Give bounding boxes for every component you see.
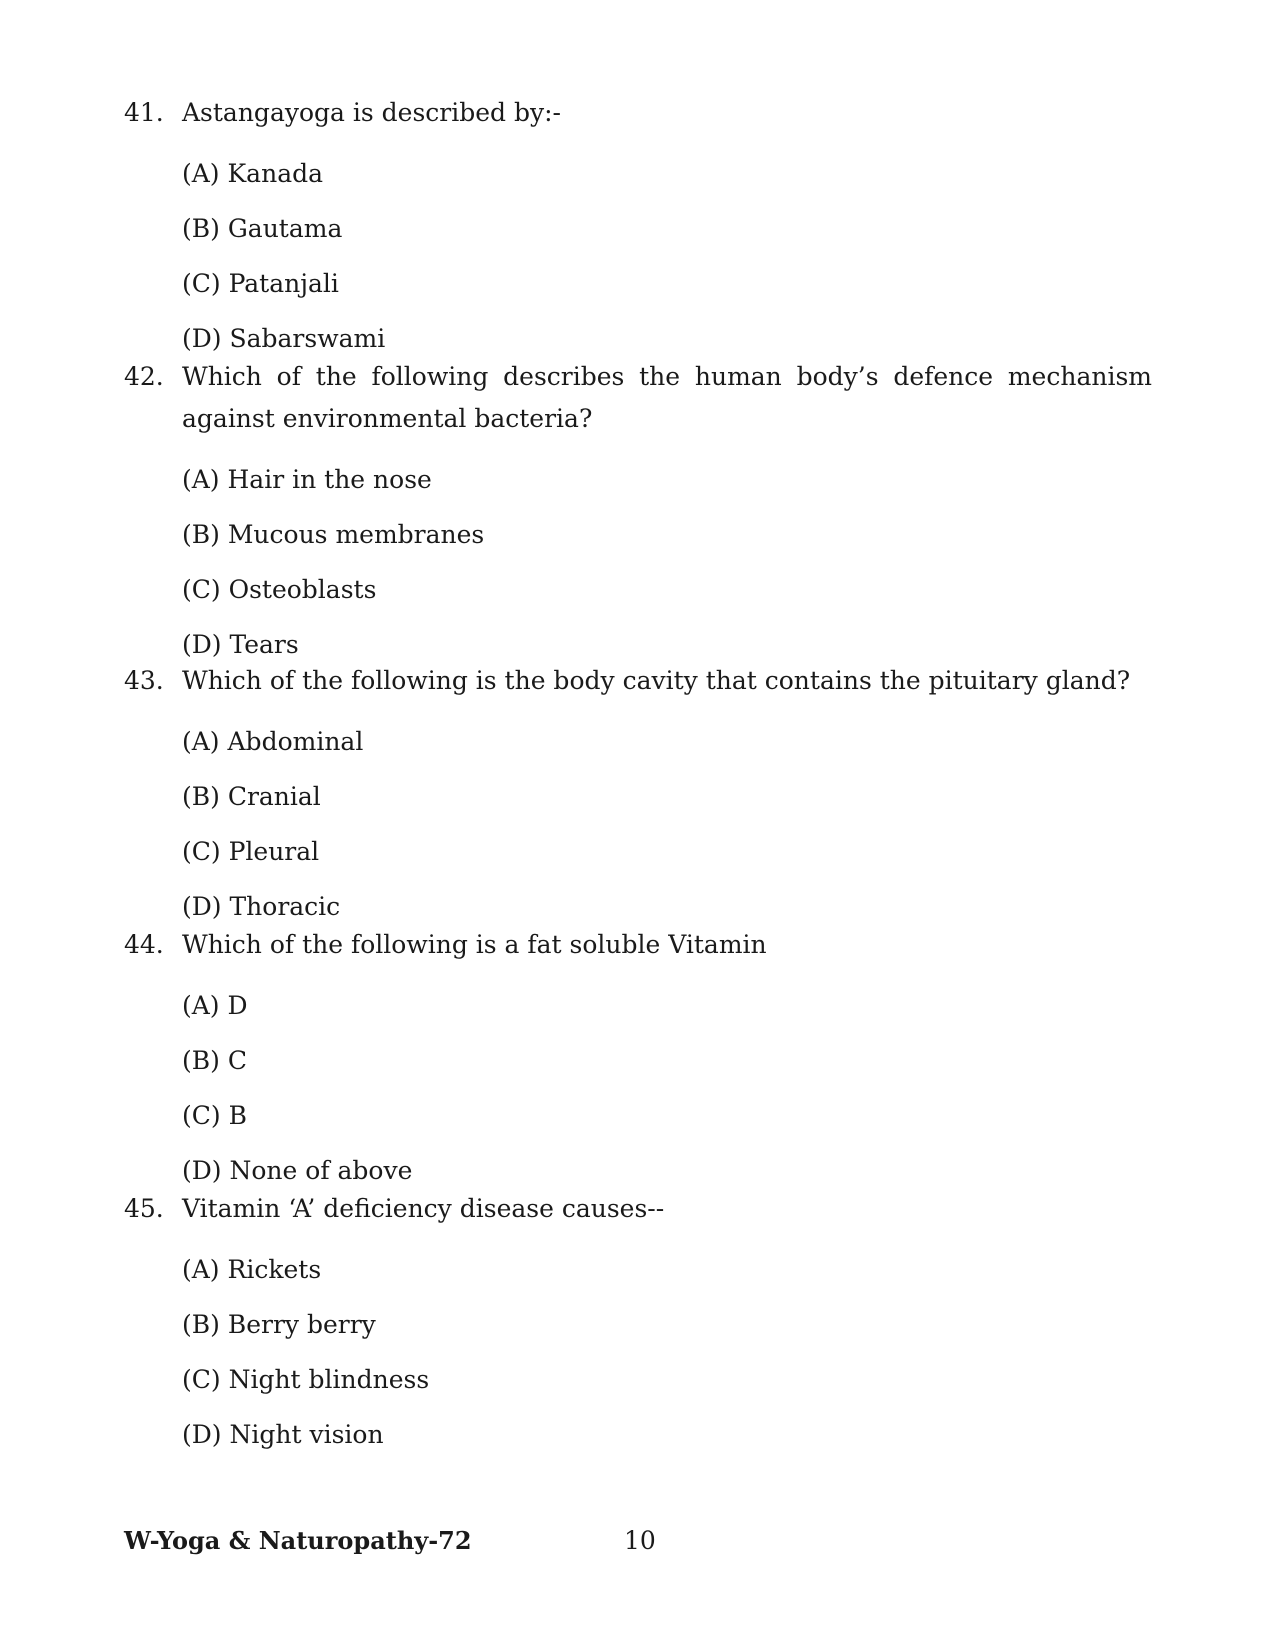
- option-a: (A) D: [182, 991, 248, 1020]
- question-stem: [124, 924, 1152, 966]
- option-c: (C) Patanjali: [182, 269, 339, 298]
- question-42: [124, 356, 1152, 660]
- option-d: (D) None of above: [182, 1156, 413, 1185]
- option-d: (D) Tears: [182, 630, 299, 659]
- option-d: (D) Night vision: [182, 1420, 384, 1449]
- option-c: (C) Pleural: [182, 837, 320, 866]
- option-a: (A) Kanada: [182, 159, 324, 188]
- option-c: (C) B: [182, 1101, 247, 1130]
- question-number: 45.: [124, 1194, 164, 1223]
- question-45: [124, 1188, 1152, 1450]
- page-number: 10: [624, 1526, 656, 1555]
- question-text: Vitamin ‘A’ deficiency disease causes--: [182, 1194, 665, 1223]
- option-b: (B) Gautama: [182, 214, 343, 243]
- question-number: 41.: [124, 98, 164, 127]
- option-d: (D) Sabarswami: [182, 324, 386, 353]
- option-a: (A) Abdominal: [182, 727, 364, 756]
- question-text: Which of the following is a fat soluble Vitamin: [182, 930, 767, 959]
- option-a: (A) Rickets: [182, 1255, 322, 1284]
- option-d: (D) Thoracic: [182, 892, 341, 921]
- option-b: (B) Cranial: [182, 782, 321, 811]
- option-c: (C) Night blindness: [182, 1365, 430, 1394]
- question-stem: [124, 660, 1152, 702]
- option-list: [124, 727, 1152, 922]
- question-text: Astangayoga is described by:-: [182, 98, 561, 127]
- question-41: [124, 92, 1152, 354]
- option-b: (B) Mucous membranes: [182, 520, 485, 549]
- question-number: 42.: [124, 362, 164, 391]
- option-list: [124, 159, 1152, 354]
- question-stem: [124, 1188, 1152, 1230]
- option-list: [124, 465, 1152, 660]
- question-text: Which of the following describes the human body’s defence mechanism against environmental bacteria?: [182, 362, 1152, 433]
- paper-code: W-Yoga & Naturopathy-72: [124, 1526, 472, 1555]
- option-list: [124, 1255, 1152, 1450]
- option-list: [124, 991, 1152, 1186]
- option-b: (B) C: [182, 1046, 247, 1075]
- option-b: (B) Berry berry: [182, 1310, 376, 1339]
- page-footer: [124, 1526, 1152, 1566]
- question-text: Which of the following is the body cavity that contains the pituitary gland?: [182, 666, 1131, 695]
- option-c: (C) Osteoblasts: [182, 575, 377, 604]
- question-stem: [124, 356, 1152, 440]
- question-number: 44.: [124, 930, 164, 959]
- option-a: (A) Hair in the nose: [182, 465, 432, 494]
- question-43: [124, 660, 1152, 922]
- question-44: [124, 924, 1152, 1186]
- question-stem: [124, 92, 1152, 134]
- question-number: 43.: [124, 666, 164, 695]
